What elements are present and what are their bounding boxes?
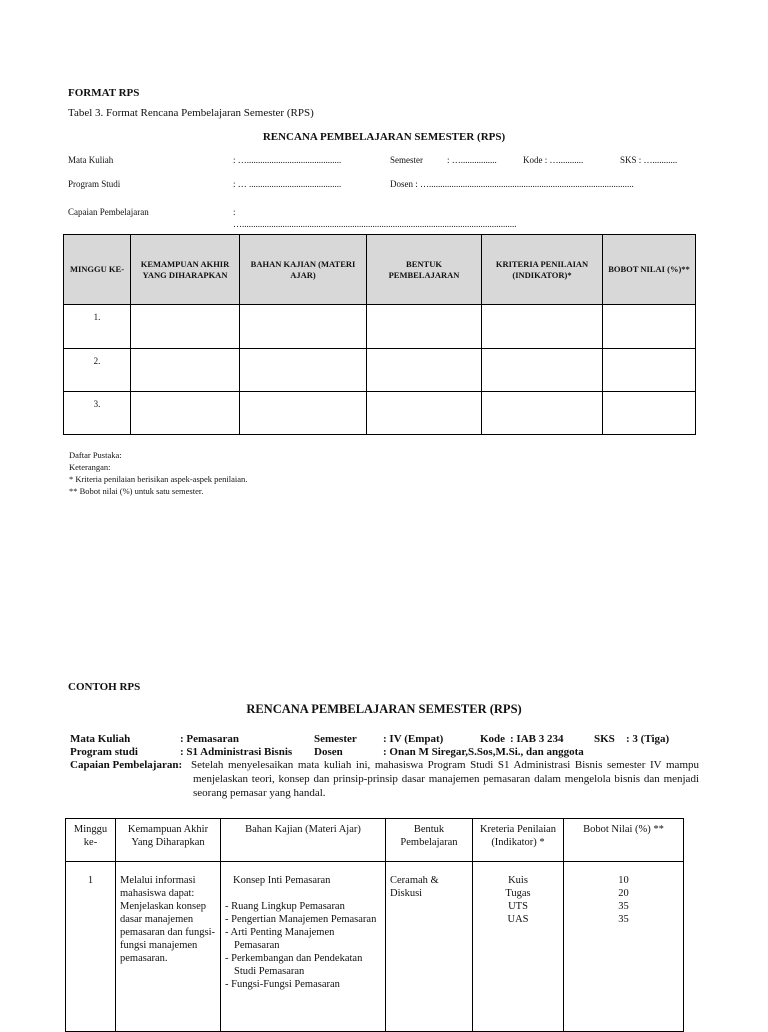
contoh-dosen-label: Dosen: [314, 746, 343, 758]
format-heading: FORMAT RPS: [68, 87, 140, 99]
col-kemampuan: KEMAMPUAN AKHIR YANG DIHARAPKAN: [131, 235, 240, 305]
table-row: [66, 862, 684, 1032]
contoh-program-studi-value: : S1 Administrasi Bisnis: [180, 746, 293, 758]
contoh-col-minggu: Minggu ke-: [66, 819, 116, 862]
bobot-item: 35: [618, 914, 629, 925]
note-kriteria: * Kriteria penilaian berisikan aspek-aspek penilaian.: [69, 474, 248, 484]
contoh-title: RENCANA PEMBELAJARAN SEMESTER (RPS): [246, 702, 522, 716]
format-caption: Tabel 3. Format Rencana Pembelajaran Semester (RPS): [68, 107, 314, 119]
capaian-colon: :: [233, 207, 236, 217]
contoh-mata-kuliah-value: : Pemasaran: [180, 733, 239, 745]
contoh-program-studi-label: Program studi: [70, 746, 138, 758]
col-bahan: BAHAN KAJIAN (MATERI AJAR): [240, 235, 367, 305]
bobot-item: 20: [618, 888, 629, 899]
contoh-col-bahan: Bahan Kajian (Materi Ajar): [221, 819, 386, 862]
format-notes: [69, 449, 247, 497]
col-kriteria: KRITERIA PENILAIAN (INDIKATOR)*: [482, 235, 603, 305]
list-item: - Fungsi-Fungsi Pemasaran: [225, 979, 340, 990]
minggu-cell: 1: [66, 862, 116, 1032]
mata-kuliah-value: : …..........................................: [233, 155, 342, 165]
contoh-mata-kuliah-label: Mata Kuliah: [70, 733, 131, 745]
list-item: - Perkembangan dan Pendekatan Studi Pemasaran: [225, 953, 363, 977]
format-title: RENCANA PEMBELAJARAN SEMESTER (RPS): [262, 131, 506, 143]
contoh-col-bobot: Bobot Nilai (%) **: [564, 819, 684, 862]
capaian-dots: …..........................................................................................................................: [233, 219, 517, 229]
col-bobot: BOBOT NILAI (%)**: [603, 235, 696, 305]
format-table: [63, 234, 696, 435]
dosen-label: Dosen : …...........................................................................................: [390, 179, 634, 189]
contoh-col-kemampuan: Kemampuan Akhir Yang Diharapkan: [116, 819, 221, 862]
kriteria-item: UTS: [508, 901, 528, 912]
bentuk-cell: Ceramah & Diskusi: [386, 862, 473, 1032]
contoh-capaian-label: Capaian Pembelajaran:: [70, 759, 183, 771]
sks-label: SKS : …...........: [620, 155, 678, 165]
list-item: - Arti Penting Manajemen Pemasaran: [225, 927, 335, 951]
contoh-semester-label: Semester: [314, 733, 357, 745]
bobot-item: 35: [618, 901, 629, 912]
bahan-list: [225, 900, 381, 991]
note-bobot: ** Bobot nilai (%) untuk satu semester.: [69, 486, 204, 496]
contoh-semester-value: : IV (Empat): [383, 733, 444, 745]
kriteria-item: Tugas: [505, 888, 531, 899]
program-studi-label: Program Studi: [68, 179, 121, 189]
contoh-sks-value: : 3 (Tiga): [626, 733, 670, 745]
contoh-kode-label: Kode: [480, 733, 506, 745]
note-keterangan: Keterangan:: [69, 462, 111, 472]
contoh-sks-label: SKS: [594, 733, 615, 745]
contoh-capaian-text: [193, 758, 699, 800]
semester-value: : …................: [447, 155, 497, 165]
list-item: - Pengertian Manajemen Pemasaran: [225, 914, 377, 925]
contoh-kode-value: : IAB 3 234: [510, 733, 564, 745]
row-number: 1.: [64, 305, 131, 349]
program-studi-value: : … .........................................: [233, 179, 342, 189]
semester-label: Semester: [390, 155, 423, 165]
kemampuan-cell: Melalui informasi mahasiswa dapat: Menjelaskan konsep dasar manajemen pemasaran dan fungsi-fungsi manajemen pemasaran.: [116, 862, 221, 1032]
capaian-label: Capaian Pembelajaran: [68, 207, 149, 217]
row-number: 2.: [64, 349, 131, 392]
kriteria-item: Kuis: [508, 875, 528, 886]
list-item: - Ruang Lingkup Pemasaran: [225, 901, 345, 912]
bahan-cell: [221, 862, 386, 1032]
capaian-text: Setelah menyelesaikan mata kuliah ini, mahasiswa Program Studi S1 Administrasi Bisnis semester IV mampu menjelaskan teori, konsep dan prinsip-prinsip dasar manajemen pemasaran dalam mengelola bisnis dan menjadi seorang pemasar yang handal.: [191, 759, 699, 799]
kode-label: Kode : …...........: [523, 155, 584, 165]
bahan-title: Konsep Inti Pemasaran: [233, 875, 331, 886]
contoh-heading: CONTOH RPS: [68, 681, 141, 693]
kriteria-item: UAS: [507, 914, 529, 925]
kriteria-cell: [473, 862, 564, 1032]
contoh-col-kriteria: Kreteria Penilaian (Indikator) *: [473, 819, 564, 862]
table-row: [64, 392, 696, 435]
note-daftar-pustaka: Daftar Pustaka:: [69, 450, 122, 460]
mata-kuliah-label: Mata Kuliah: [68, 155, 114, 165]
col-minggu: MINGGU KE-: [64, 235, 131, 305]
contoh-col-bentuk: Bentuk Pembelajaran: [386, 819, 473, 862]
table-row: [64, 305, 696, 349]
contoh-dosen-value: : Onan M Siregar,S.Sos,M.Si., dan anggota: [383, 746, 584, 758]
contoh-table: [65, 818, 684, 1032]
bobot-cell: [564, 862, 684, 1032]
row-number: 3.: [64, 392, 131, 435]
col-bentuk: BENTUK PEMBELAJARAN: [367, 235, 482, 305]
table-row: [64, 349, 696, 392]
bobot-item: 10: [618, 875, 629, 886]
